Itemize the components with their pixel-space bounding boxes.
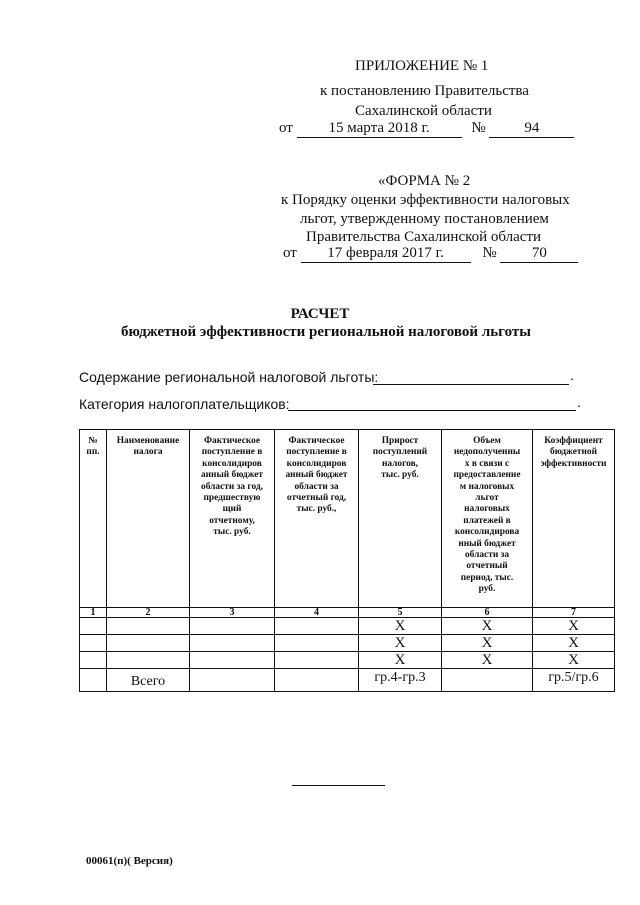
- cell-empty[interactable]: [80, 652, 107, 669]
- col-number-7: 7: [533, 608, 615, 618]
- cell-empty[interactable]: [80, 618, 107, 635]
- cell-empty[interactable]: [190, 652, 275, 669]
- closing-separator: [292, 785, 385, 786]
- table-header-row: [80, 430, 615, 608]
- x-mark: Х: [533, 618, 615, 635]
- header-col-4: Фактическое поступление в консолидиров анный бюджет области за отчетный год, тыс. руб.,: [275, 430, 359, 608]
- header-col-3: Фактическое поступление в консолидиров анный бюджет области за год, предшествую щий отчетному, тыс. руб.: [190, 430, 275, 608]
- cell-empty[interactable]: [107, 635, 190, 652]
- header-col-7: Коэффициент бюджетной эффективности: [533, 430, 615, 608]
- form-number: 70: [500, 245, 578, 263]
- cell-empty[interactable]: [275, 652, 359, 669]
- cell-empty[interactable]: [190, 635, 275, 652]
- header-col-1: № пп.: [80, 430, 107, 608]
- table-row: [80, 618, 615, 635]
- form-date: 17 февраля 2017 г.: [301, 245, 471, 263]
- appendix-line-1: к постановлению Правительства: [320, 83, 529, 99]
- appendix-title: ПРИЛОЖЕНИЕ № 1: [355, 58, 489, 74]
- cell-empty[interactable]: [275, 635, 359, 652]
- table-row: [80, 652, 615, 669]
- col-number-3: 3: [190, 608, 275, 618]
- table-row: [80, 635, 615, 652]
- total-formula-col7: гр.5/гр.6: [533, 669, 615, 692]
- page-title: РАСЧЕТ: [290, 306, 350, 322]
- col-number-2: 2: [107, 608, 190, 618]
- form-no-label: №: [482, 245, 497, 261]
- cell-empty[interactable]: [107, 618, 190, 635]
- content-field-label: Содержание региональной налоговой льготы:: [79, 369, 379, 385]
- x-mark: Х: [533, 652, 615, 669]
- x-mark: Х: [359, 635, 442, 652]
- x-mark: Х: [442, 618, 533, 635]
- cell-empty[interactable]: [275, 618, 359, 635]
- appendix-no-label: №: [471, 120, 486, 136]
- page-subtitle: бюджетной эффективности региональной налоговой льготы: [121, 324, 531, 340]
- x-mark: Х: [442, 652, 533, 669]
- content-field-end: .: [570, 367, 574, 383]
- total-formula-col5: гр.4-гр.3: [359, 669, 442, 692]
- form-date-line: [283, 245, 578, 263]
- form-from-label: от: [283, 245, 297, 261]
- footer-code: 00061(п)( Версия): [86, 855, 173, 867]
- appendix-number: 94: [489, 120, 574, 138]
- x-mark: Х: [442, 635, 533, 652]
- col-number-5: 5: [359, 608, 442, 618]
- form-line-3: Правительства Сахалинской области: [306, 229, 542, 245]
- col-number-1: 1: [80, 608, 107, 618]
- x-mark: Х: [359, 618, 442, 635]
- appendix-from-label: от: [279, 120, 293, 136]
- cell-empty[interactable]: [190, 669, 275, 692]
- cell-empty[interactable]: [275, 669, 359, 692]
- appendix-line-2: Сахалинской области: [355, 103, 492, 119]
- total-label: Всего: [107, 669, 190, 692]
- form-line-1: к Порядку оценки эффективности налоговых: [281, 192, 570, 208]
- col-number-6: 6: [442, 608, 533, 618]
- category-field-line[interactable]: [288, 410, 576, 411]
- col-number-4: 4: [275, 608, 359, 618]
- cell-empty[interactable]: [442, 669, 533, 692]
- calculation-table: [79, 429, 615, 692]
- cell-empty[interactable]: [107, 652, 190, 669]
- appendix-date-line: [279, 120, 574, 138]
- table-number-row: [80, 608, 615, 618]
- category-field-label: Категория налогоплательщиков:: [79, 396, 290, 412]
- x-mark: Х: [533, 635, 615, 652]
- category-field-end: .: [577, 394, 581, 410]
- x-mark: Х: [359, 652, 442, 669]
- content-field-line[interactable]: [373, 384, 569, 385]
- header-col-2: Наименование налога: [107, 430, 190, 608]
- cell-empty[interactable]: [80, 669, 107, 692]
- form-line-2: льгот, утвержденному постановлением: [300, 211, 549, 227]
- cell-empty[interactable]: [80, 635, 107, 652]
- cell-empty[interactable]: [190, 618, 275, 635]
- header-col-5: Прирост поступлений налогов, тыс. руб.: [359, 430, 442, 608]
- form-title: «ФОРМА № 2: [378, 173, 471, 189]
- appendix-date: 15 марта 2018 г.: [297, 120, 462, 138]
- header-col-6: Объем недополученны х в связи с предоставление м налоговых льгот налоговых платежей в консолидирова нный бюджет области за отчетный период, тыс. руб.: [442, 430, 533, 608]
- table-total-row: [80, 669, 615, 692]
